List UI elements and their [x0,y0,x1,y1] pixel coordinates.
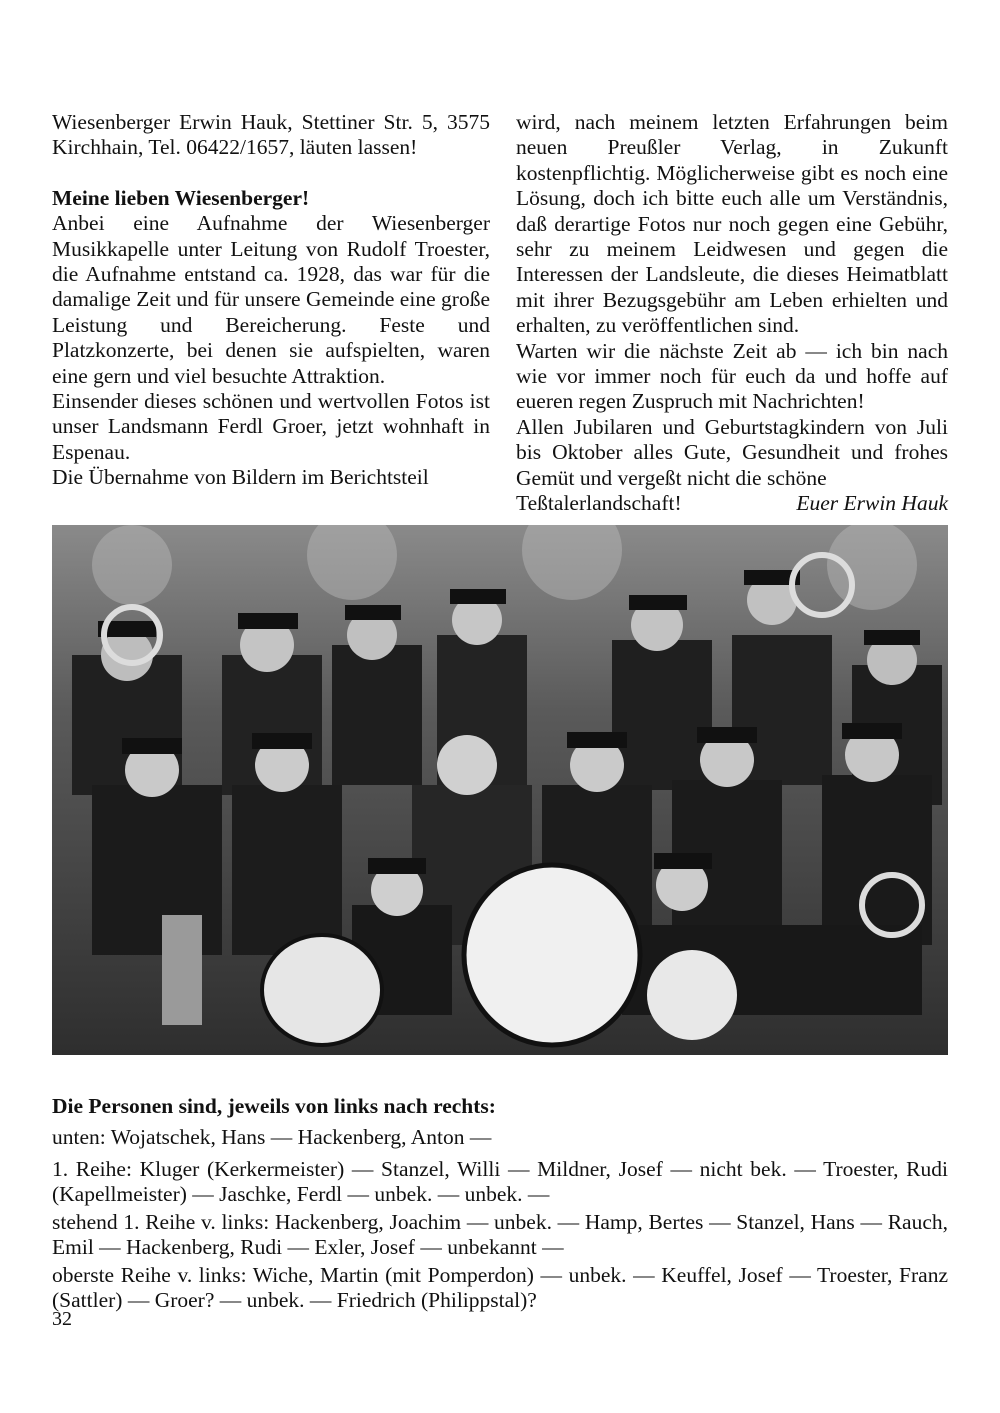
caption-heading: Die Personen sind, jeweils von links nach rechts: [52,1093,496,1118]
paragraph-jubilare: Allen Jubilaren und Geburtstagkindern von Juli bis Oktober alles Gute, Gesundheit und frohes Gemüt und vergeßt nicht die schöne [516,414,948,490]
paragraph-musikkapelle: Anbei eine Aufnahme der Wiesenberger Musikkapelle unter Leitung von Rudolf Troester, die Aufnahme entstand ca. 1928, das war für die damalige Zeit und für unsere Gemeinde eine große Leistung und Bereicherung. Feste und Platzkonzerte, bei denen sie aufspielten, waren eine gern und viel besuchte Attraktion. [52,211,490,388]
snare-drum [262,935,382,1045]
cymbal [647,950,737,1040]
baritone-horn [162,915,202,1025]
paragraph-kostenpflichtig: wird, nach meinem letzten Erfahrungen beim neuen Preußler Verlag, in Zukunft kostenpflichtig. Möglicherweise gibt es noch eine Lösung, doch ich bitte euch alle um Verständnis, daß derartige Fotos nur noch gegen eine Gebühr, sehr zu meinem Leidwesen und gegen die Interessen der Landsleute, die dieses Heimatblatt mit ihrer Bezugsgebühr am Leben erhielten und erhalten, zu veröffentlichen sind. [516,110,948,338]
closing-line [516,491,948,516]
bass-drum [464,865,640,1045]
caption-row-standing: stehend 1. Reihe v. links: Hackenberg, Joachim — unbek. — Hamp, Bertes — Stanzel, Hans — Rauch, Emil — Hackenberg, Rudi — Exler, Josef — unbekannt — [52,1209,948,1259]
band-photo [52,525,948,1055]
right-column [516,110,948,517]
page-number: 32 [52,1308,72,1330]
signature: Euer Erwin Hauk [796,491,948,516]
caption-row-1: 1. Reihe: Kluger (Kerkermeister) — Stanzel, Willi — Mildner, Josef — nicht bek. — Troester, Rudi (Kapellmeister) — Jaschke, Ferdl — unbek. — unbek. — [52,1156,948,1206]
caption-row-top: oberste Reihe v. links: Wiche, Martin (mit Pomperdon) — unbek. — Keuffel, Josef — Troester, Franz (Sattler) — Groer? — unbek. — Friedrich (Philippstal)? [52,1262,948,1312]
intro-text: Wiesenberger Erwin Hauk, Stettiner Str. 5, 3575 Kirchhain, Tel. 06422/1657, läuten lassen! [52,110,490,160]
left-column [52,110,490,491]
caption-row-bottom: unten: Wojatschek, Hans — Hackenberg, Anton — [52,1124,492,1149]
paragraph-einsender: Einsender dieses schönen und wertvollen Fotos ist unser Landsmann Ferdl Groer, jetzt wohnhaft in Espenau. [52,389,490,464]
closing-text: Teßtalerlandschaft! [516,491,682,516]
greeting-heading: Meine lieben Wiesenberger! [52,185,310,210]
paragraph-uebernahme: Die Übernahme von Bildern im Berichtsteil [52,465,429,490]
paragraph-warten: Warten wir die nächste Zeit ab — ich bin nach wie vor immer noch für euch da und hoffe auf eueren regen Zuspruch mit Nachrichten! [516,338,948,414]
